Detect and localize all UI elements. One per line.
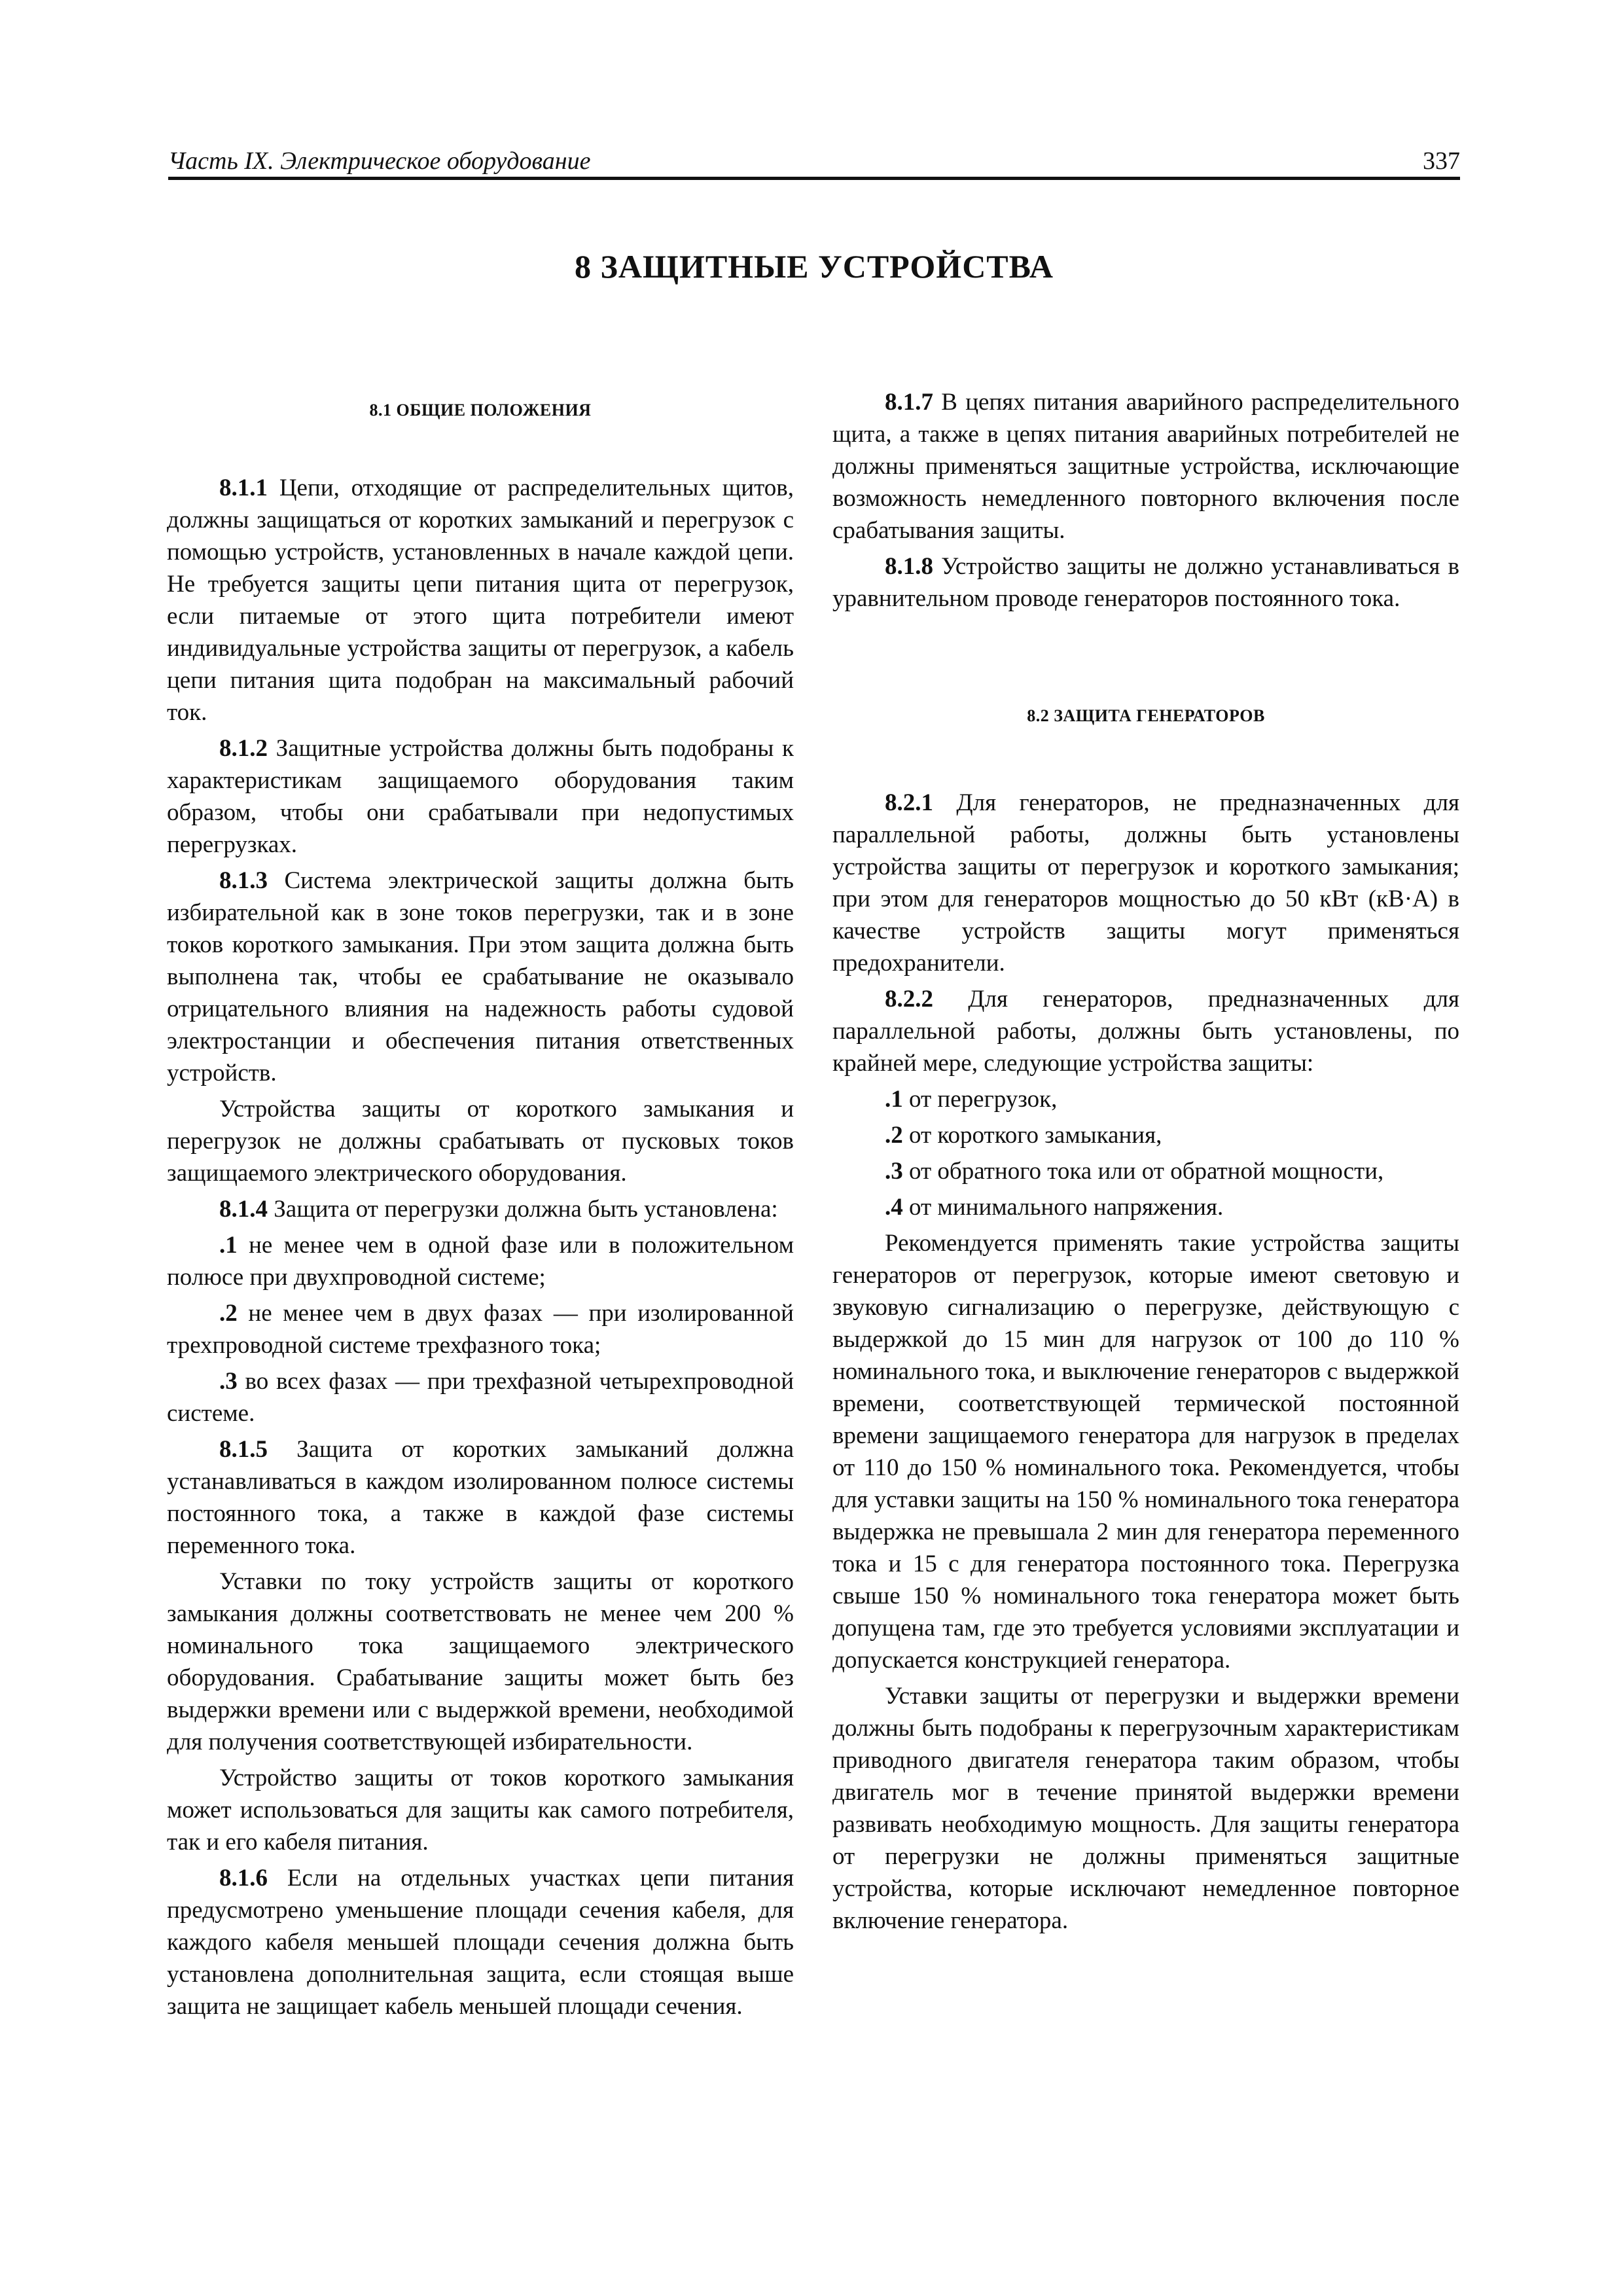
left-column bbox=[167, 386, 794, 2026]
running-header-title: Часть IX. Электрическое оборудование bbox=[168, 147, 591, 175]
paragraph-8-2-2 bbox=[832, 983, 1459, 1079]
list-item-number: .1 bbox=[219, 1232, 238, 1259]
list-item-text: от перегрузок, bbox=[902, 1086, 1058, 1113]
clause-text: Защитные устройства должны быть подобраны к характеристикам защищаемого оборудования таким образом, чтобы они срабатывали при недопустимых перегрузках. bbox=[167, 735, 794, 858]
clause-text: Система электрической защиты должна быть избирательной как в зоне токов перегрузки, так и в зоне токов короткого замыкания. При этом защита должна быть выполнена так, чтобы ее срабатывание не оказывало отрицательного влияния на надежность работы судовой электростанции и обеспечения питания ответственных устройств. bbox=[167, 867, 794, 1086]
paragraph-8-1-4 bbox=[167, 1193, 794, 1225]
clause-text: Если на отдельных участках цепи питания предусмотрено уменьшение площади сечения кабеля, для каждого кабеля меньшей площади сечения должна быть установлена дополнительная защита, если стоящая выше защита не защищает кабель меньшей площади сечения. bbox=[167, 1865, 794, 2020]
clause-text: Устройство защиты не должно устанавливаться в уравнительном проводе генераторов постоянного тока. bbox=[832, 553, 1459, 612]
section-title-8-2: 8.2 ЗАЩИТА ГЕНЕРАТОРОВ bbox=[1027, 706, 1265, 725]
list-item-number: .4 bbox=[885, 1194, 903, 1221]
list-item-number: .3 bbox=[885, 1158, 903, 1185]
paragraph-8-1-5-continued: Уставки по току устройств защиты от короткого замыкания должны соответствовать не менее чем 200 % номинального тока защищаемого электрического оборудования. Срабатывание защиты может быть без выдержки времени или с выдержкой времени, необходимой для получения соответствующей избирательности. bbox=[167, 1568, 794, 1755]
paragraph-8-2-1 bbox=[832, 787, 1459, 979]
running-header bbox=[168, 145, 1460, 179]
clause-text: В цепях питания аварийного распределительного щита, а также в цепях питания аварийных потребителей не должны применяться защитные устройства, исключающие возможность немедленного повторного включения после срабатывания защиты. bbox=[832, 389, 1459, 544]
clause-number: 8.1.6 bbox=[219, 1865, 268, 1892]
list-item-8-2-2-2 bbox=[832, 1119, 1459, 1151]
clause-text: Цепи, отходящие от распределительных щитов, должны защищаться от коротких замыканий и перегрузок с помощью устройств, установленных в начале каждой цепи. Не требуется защиты цепи питания щита от перегрузок, если питаемые от этого щита потребители имеют индивидуальные устройства защиты от перегрузок, а кабель цепи питания щита подобран на максимальный рабочий ток. bbox=[167, 475, 794, 726]
paragraph-8-1-3 bbox=[167, 865, 794, 1089]
paragraph-8-2-2-continued: Рекомендуется применять такие устройства защиты генераторов от перегрузок, которые имеют световую и звуковую сигнализацию о перегрузке, действующую с выдержкой до 15 мин для нагрузок от 100 до 110 % номинального тока, и выключение генераторов с выдержкой времени, соответствующей термической постоянной времени защищаемого генератора для нагрузок в пределах от 110 до 150 % номинального тока. Рекомендуется, чтобы для уставки защиты на 150 % номинального тока генератора выдержка не превышала 2 мин для генератора переменного тока и 15 с для генератора постоянного тока. Перегрузка свыше 150 % номинального тока генератора может быть допущена там, где это требуется условиями эксплуатации и допускается конструкцией генератора. bbox=[832, 1230, 1459, 1674]
header-rule bbox=[168, 177, 1460, 180]
paragraph-8-1-3-continued: Устройства защиты от короткого замыкания и перегрузок не должны срабатывать от пусковых токов защищаемого электрического оборудования. bbox=[167, 1096, 794, 1187]
list-item-8-2-2-4 bbox=[832, 1191, 1459, 1223]
clause-number: 8.1.8 bbox=[885, 553, 933, 580]
clause-number: 8.1.1 bbox=[219, 475, 268, 501]
clause-number: 8.1.2 bbox=[219, 735, 268, 762]
clause-text: Защита от коротких замыканий должна устанавливаться в каждом изолированном полюсе системы постоянного тока, а также в каждой фазе системы переменного тока. bbox=[167, 1436, 794, 1559]
list-item-8-2-2-3 bbox=[832, 1155, 1459, 1187]
clause-text: Для генераторов, предназначенных для параллельной работы, должны быть установлены, по крайней мере, следующие устройства защиты: bbox=[832, 986, 1459, 1077]
list-item-8-1-4-3 bbox=[167, 1365, 794, 1429]
page-number: 337 bbox=[1423, 147, 1460, 175]
paragraph-8-1-5-continued-2: Устройство защиты от токов короткого замыкания может использоваться для защиты как самого потребителя, так и его кабеля питания. bbox=[167, 1765, 794, 1856]
clause-text: Для генераторов, не предназначенных для параллельной работы, должны быть установлены устройства защиты от перегрузок и короткого замыкания; при этом для генераторов мощностью до 50 кВт (кВ·А) в качестве устройств защиты могут применяться предохранители. bbox=[832, 789, 1459, 977]
paragraph-8-1-6 bbox=[167, 1862, 794, 2022]
clause-number: 8.1.4 bbox=[219, 1196, 268, 1223]
list-item-8-2-2-1 bbox=[832, 1083, 1459, 1115]
list-item-number: .3 bbox=[219, 1368, 238, 1395]
list-item-number: .2 bbox=[219, 1300, 238, 1327]
list-item-text: от обратного тока или от обратной мощности, bbox=[902, 1158, 1384, 1185]
list-item-number: .2 bbox=[885, 1122, 903, 1149]
list-item-text: от минимального напряжения. bbox=[902, 1194, 1224, 1221]
paragraph-8-2-2-continued-2: Уставки защиты от перегрузки и выдержки времени должны быть подобраны к перегрузочным характеристикам приводного двигателя генератора таким образом, чтобы двигатель мог в течение принятой выдержки времени развивать необходимую мощность. Для защиты генератора от перегрузки не должны применяться защитные устройства, которые исключают немедленное повторное включение генератора. bbox=[832, 1683, 1459, 1934]
paragraph-8-1-7 bbox=[832, 386, 1459, 547]
list-item-text: не менее чем в двух фазах — при изолированной трехпроводной системе трехфазного тока; bbox=[167, 1300, 794, 1359]
paragraph-8-1-8 bbox=[832, 550, 1459, 615]
clause-text: Защита от перегрузки должна быть установлена: bbox=[268, 1196, 778, 1223]
clause-number: 8.1.3 bbox=[219, 867, 268, 894]
right-column bbox=[832, 386, 1459, 1941]
section-title-8-1: 8.1 ОБЩИЕ ПОЛОЖЕНИЯ bbox=[369, 401, 592, 420]
paragraph-8-1-5 bbox=[167, 1433, 794, 1562]
list-item-text: во всех фазах — при трехфазной четырехпроводной системе. bbox=[167, 1368, 794, 1427]
paragraph-8-1-1 bbox=[167, 472, 794, 728]
list-item-8-1-4-1 bbox=[167, 1229, 794, 1293]
clause-number: 8.2.1 bbox=[885, 789, 933, 816]
paragraph-8-1-2 bbox=[167, 732, 794, 861]
clause-number: 8.1.7 bbox=[885, 389, 933, 416]
list-item-text: не менее чем в одной фазе или в положительном полюсе при двухпроводной системе; bbox=[167, 1232, 794, 1291]
clause-number: 8.2.2 bbox=[885, 986, 933, 1013]
list-item-number: .1 bbox=[885, 1086, 903, 1113]
list-item-text: от короткого замыкания, bbox=[902, 1122, 1162, 1149]
list-item-8-1-4-2 bbox=[167, 1297, 794, 1361]
clause-number: 8.1.5 bbox=[219, 1436, 268, 1463]
chapter-title: 8 ЗАЩИТНЫЕ УСТРОЙСТВА bbox=[575, 248, 1054, 285]
